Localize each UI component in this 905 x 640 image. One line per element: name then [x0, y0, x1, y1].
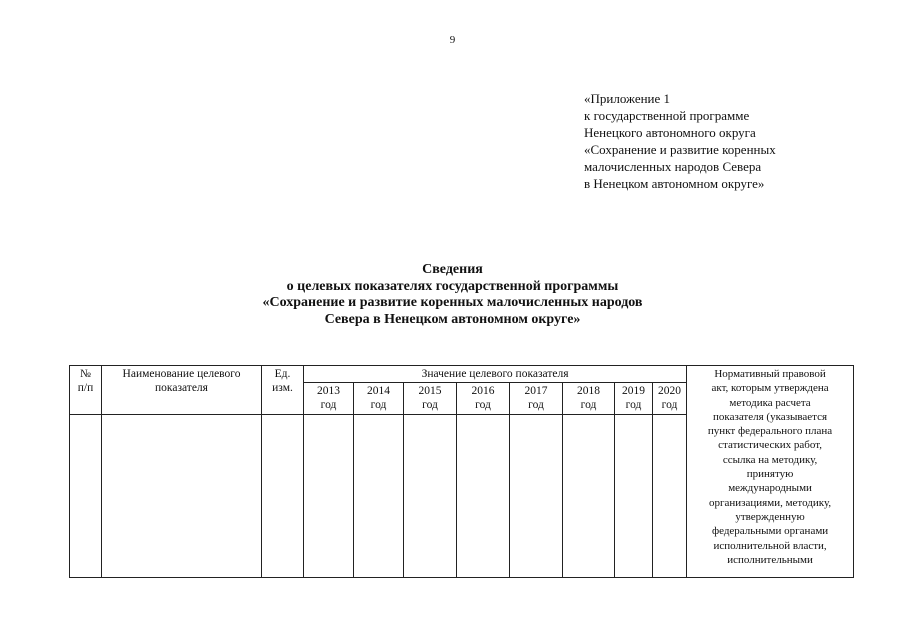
table-cell	[304, 415, 354, 578]
appendix-attribution	[584, 90, 776, 192]
table-cell	[70, 415, 102, 578]
year-column-header: 2016 год	[457, 383, 510, 415]
table-cell	[262, 415, 304, 578]
table-cell	[615, 415, 653, 578]
year-column-header: 2019 год	[615, 383, 653, 415]
title-line: Севера в Ненецком автономном округе»	[324, 311, 581, 327]
title-line: «Сохранение и развитие коренных малочисленных народов	[262, 295, 643, 310]
appendix-line: Ненецкого автономного округа	[584, 125, 756, 140]
page-number: 9	[449, 34, 456, 46]
table-header-row	[70, 366, 854, 383]
appendix-line: «Приложение 1	[584, 91, 671, 106]
year-column-header: 2018 год	[563, 383, 615, 415]
table-cell	[653, 415, 687, 578]
document-title	[0, 262, 905, 328]
appendix-line: в Ненецком автономном округе»	[584, 176, 765, 191]
appendix-line: к государственной программе	[584, 108, 750, 123]
year-column-header: 2013 год	[304, 383, 354, 415]
appendix-line: малочисленных народов Севера	[584, 159, 762, 174]
column-header-number: № п/п	[70, 366, 102, 415]
table-cell	[510, 415, 563, 578]
column-header-unit: Ед. изм.	[262, 366, 304, 415]
year-column-header: 2014 год	[354, 383, 404, 415]
year-column-header: 2020 год	[653, 383, 687, 415]
column-header-indicator-name: Наименование целевого показателя	[102, 366, 262, 415]
table-cell	[563, 415, 615, 578]
column-header-indicator-value: Значение целевого показателя	[304, 366, 687, 383]
title-line: о целевых показателях государственной программы	[286, 278, 619, 294]
column-header-legal-act: Нормативный правовой акт, которым утверждена методика расчета показателя (указывается пункт федерального плана статистических работ, ссылка на методику, принятую международными организациями, методику, утвержденную федеральными органами исполнительной власти, исполнительными	[687, 366, 854, 578]
table-cell	[457, 415, 510, 578]
year-column-header: 2015 год	[404, 383, 457, 415]
year-column-header: 2017 год	[510, 383, 563, 415]
indicators-table	[69, 365, 854, 578]
table-cell	[102, 415, 262, 578]
table-cell	[404, 415, 457, 578]
appendix-line: «Сохранение и развитие коренных	[584, 142, 776, 157]
table-cell	[354, 415, 404, 578]
title-line: Сведения	[422, 262, 483, 277]
